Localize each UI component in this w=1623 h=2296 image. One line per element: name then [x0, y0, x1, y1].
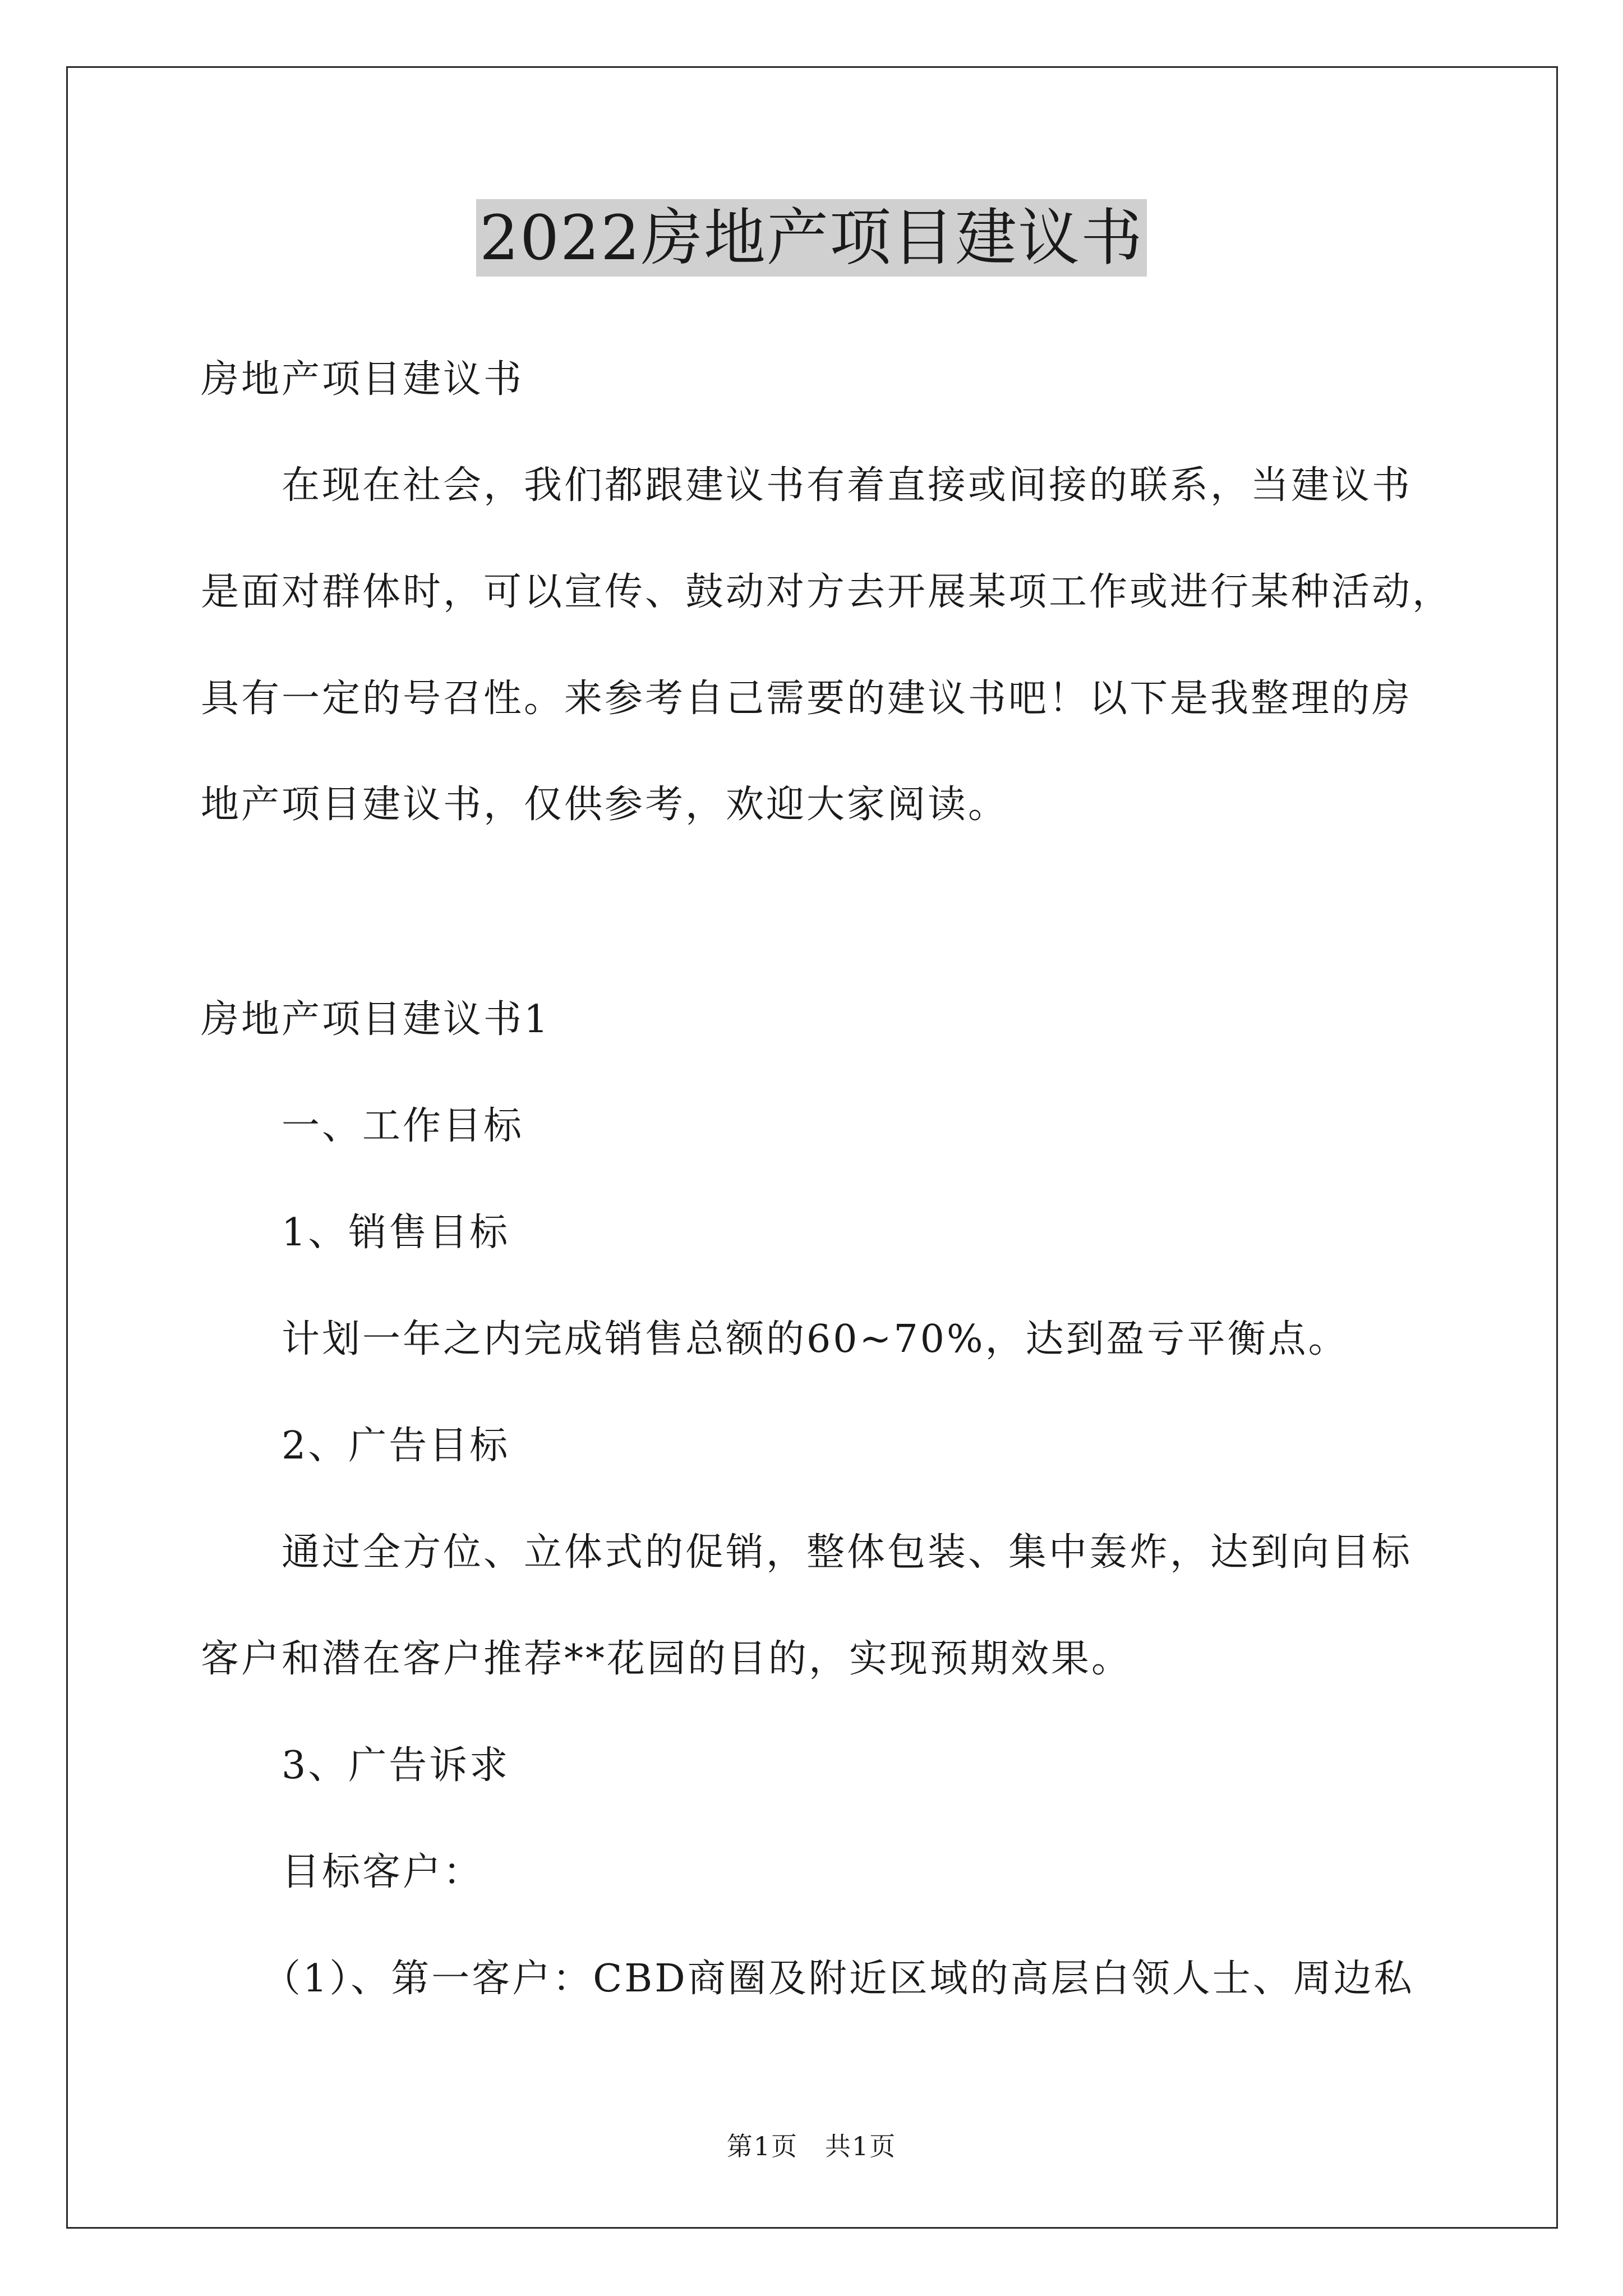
section-heading: 房地产项目建议书1 [201, 997, 551, 1042]
section-heading: 一、工作目标 [282, 1104, 524, 1148]
paragraph-line: （1）、第一客户：CBD商圈及附近区域的高层白领人士、周边私 [262, 1957, 1414, 2001]
document-title: 2022房地产项目建议书 [476, 199, 1147, 277]
paragraph-line: 通过全方位、立体式的促销，整体包装、集中轰炸，达到向目标 [282, 1530, 1413, 1575]
paragraph-line: 具有一定的号召性。来参考自己需要的建议书吧！以下是我整理的房 [201, 677, 1413, 721]
title-container [0, 199, 1623, 277]
paragraph-line: 客户和潜在客户推荐**花园的目的，实现预期效果。 [201, 1637, 1132, 1681]
paragraph-line: 目标客户： [282, 1850, 484, 1894]
subtitle-line: 房地产项目建议书 [201, 357, 524, 402]
paragraph-line: 是面对群体时，可以宣传、鼓动对方去开展某项工作或进行某种活动， [201, 570, 1453, 614]
paragraph-line: 在现在社会，我们都跟建议书有着直接或间接的联系，当建议书 [282, 463, 1413, 508]
page-footer: 第1页 共1页 [726, 2131, 897, 2161]
subsection-heading: 3、广告诉求 [282, 1743, 510, 1788]
paragraph-line: 地产项目建议书，仅供参考，欢迎大家阅读。 [201, 783, 1009, 827]
paragraph-line: 计划一年之内完成销售总额的60~70%，达到盈亏平衡点。 [282, 1317, 1349, 1361]
subsection-heading: 2、广告目标 [282, 1424, 510, 1468]
subsection-heading: 1、销售目标 [282, 1211, 510, 1255]
